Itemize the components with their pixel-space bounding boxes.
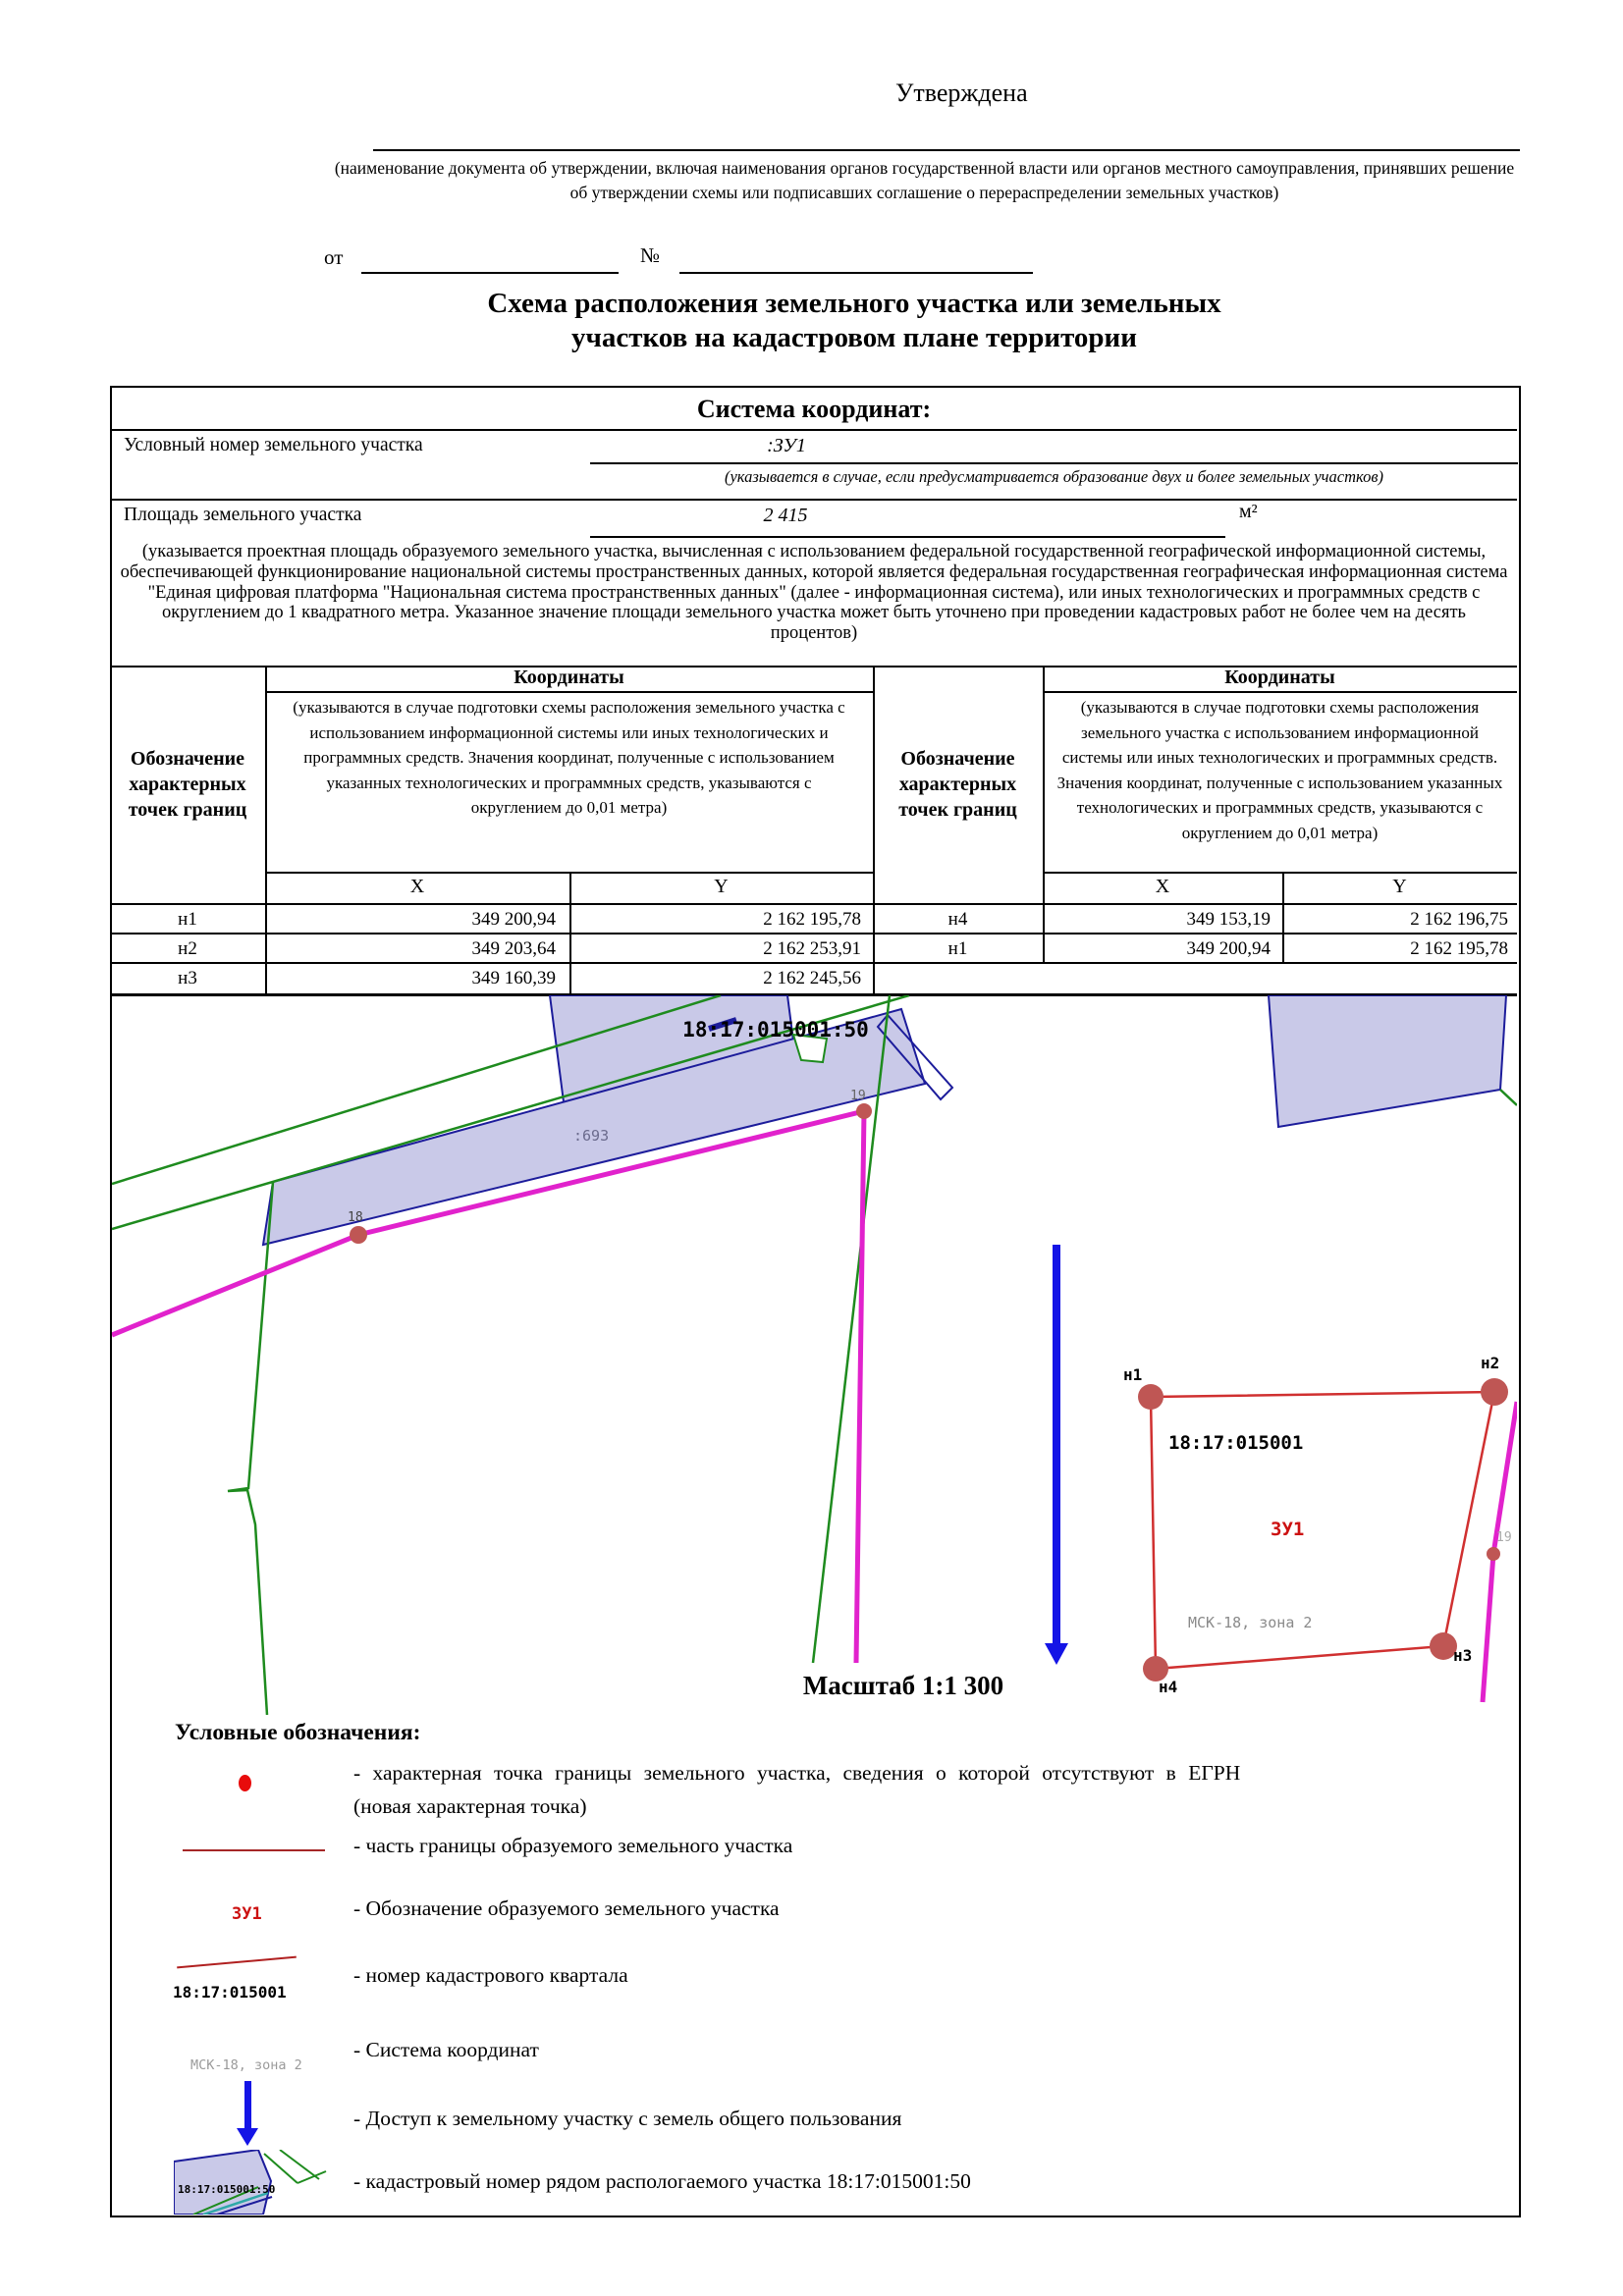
document-title <box>373 287 1335 355</box>
table-cell-x: 349 160,39 <box>471 968 556 988</box>
coord-system-map-label: МСК-18, зона 2 <box>1188 1614 1313 1631</box>
point-label-n3: н3 <box>1453 1646 1473 1665</box>
area-unit: м² <box>1239 501 1258 522</box>
legend-item-coord-system: - Система координат <box>353 2038 539 2061</box>
approval-blank-line <box>373 149 1520 151</box>
coords-note-right: (указываются в случае подготовки схемы расположения земельного участка с использованием информационной системы или иных технологических и программных средств. Значения координат, полученные с использованием указанных технологических и программных средств, указываются с округлением до 0,01 метра) <box>1056 698 1503 842</box>
thumbnail-green-line <box>280 2150 319 2179</box>
neighbor-parcel-label: 18:17:015001:50 <box>682 1018 869 1041</box>
green-boundary-polyline <box>228 1182 273 1715</box>
legend-header: Условные обозначения: <box>175 1720 421 1745</box>
point-label-18: 18 <box>348 1210 363 1225</box>
access-arrow-head-icon <box>1045 1643 1068 1665</box>
point-dot-19 <box>856 1103 872 1119</box>
table-cell-point: н4 <box>947 909 968 930</box>
table-cell-y: 2 162 245,56 <box>763 968 861 988</box>
table-cell-point: н1 <box>947 938 968 959</box>
conditional-number-note: (указывается в случае, если предусматривается образование двух и более земельных участков) <box>724 467 1384 486</box>
area-value: 2 415 <box>763 505 808 526</box>
thumbnail-parcel-polygon <box>174 2150 271 2215</box>
point-label-n4: н4 <box>1159 1678 1178 1696</box>
conditional-number-label: Условный номер земельного участка <box>124 435 423 455</box>
char-point-icon <box>239 1775 251 1791</box>
table-cell-x: 349 200,94 <box>471 909 556 930</box>
point-dot-n1 <box>1138 1384 1163 1410</box>
point-label-n2: н2 <box>1481 1354 1500 1372</box>
point-dot-18 <box>350 1226 367 1244</box>
area-note: (указывается проектная площадь образуемого земельного участка, вычисленная с использованием федеральной государственной географической информационной системы, обеспечивающей функционирование национальной системы пространственных данных, которой является федеральная государственная географическая информационная система "Единая цифровая платформа "Национальная система пространственных данных" (далее - информационная система), или иных технологических и программных средств с округлением до 1 квадратного метра. Указанное значение площади земельного участка может быть уточнено при проведении кадастровых работ не более чем на десять процентов) <box>120 542 1508 644</box>
legend-item-boundary: - часть границы образуемого земельного участка <box>353 1834 793 1857</box>
title-line-2: участков на кадастровом плане территории <box>571 322 1137 353</box>
quarter-number-label: 18:17:015001 <box>1168 1432 1304 1454</box>
legend-item-neighbor: - кадастровый номер рядом распологаемого участка 18:17:015001:50 <box>353 2169 971 2193</box>
table-cell-x: 349 203,64 <box>471 938 556 959</box>
table-cell-x: 349 153,19 <box>1186 909 1271 930</box>
coord-system-icon-label: МСК-18, зона 2 <box>190 2057 302 2073</box>
cadastral-map <box>112 995 1517 1715</box>
point-label-19b: 19 <box>1496 1530 1512 1545</box>
point-dot-19b <box>1487 1547 1500 1561</box>
legend-item-access: - Доступ к земельному участку с земель общего пользования <box>353 2107 902 2130</box>
conditional-number-value: :ЗУ1 <box>767 435 806 456</box>
y-header-right: Y <box>1392 876 1407 897</box>
magenta-zone-line <box>112 1111 864 1663</box>
table-cell-y: 2 162 195,78 <box>1410 938 1508 959</box>
table-cell-y: 2 162 196,75 <box>1410 909 1508 930</box>
coords-note-left: (указываются в случае подготовки схемы расположения земельного участка с использованием информационной системы или иных технологических и программных средств. Значения координат, полученные с использованием указанных технологических и программных средств, указываются с округлением до 0,01 метра) <box>293 698 845 817</box>
parcel-693-label: :693 <box>573 1127 610 1145</box>
table-cell-point: н3 <box>178 968 197 988</box>
number-blank-line <box>679 272 1033 274</box>
access-arrow-legend-icon <box>244 2081 251 2128</box>
coords-header-left: Координаты <box>514 667 624 688</box>
point-dot-n2 <box>1481 1378 1508 1406</box>
table-cell-y: 2 162 253,91 <box>763 938 861 959</box>
coord-system-header: Система координат: <box>696 395 932 423</box>
legend-item-char-point-2: (новая характерная точка) <box>353 1794 587 1818</box>
from-blank-line <box>361 272 619 274</box>
x-header-right: X <box>1155 876 1170 897</box>
approval-note: (наименование документа об утверждении, включая наименования органов государственной власти или органов местного самоуправления, принявших решение об утверждении схемы или подписавших соглашение о перераспределении земельных участков) <box>334 158 1515 202</box>
access-arrow-legend-head-icon <box>237 2128 258 2146</box>
approved-heading: Утверждена <box>895 79 1028 107</box>
title-line-1: Схема расположения земельного участка или земельных <box>487 288 1221 319</box>
coords-header-right: Координаты <box>1224 667 1335 688</box>
from-label: от <box>324 245 344 269</box>
point-label-n1: н1 <box>1123 1365 1143 1384</box>
table-cell-y: 2 162 195,78 <box>763 909 861 930</box>
legend-item-char-point: - характерная точка границы земельного участка, сведения о которой отсутствуют в ЕГРН <box>353 1761 1241 1785</box>
boundary-part-icon <box>183 1849 325 1851</box>
number-label: № <box>640 243 661 267</box>
new-parcel-label: ЗУ1 <box>1271 1519 1305 1540</box>
green-boundary-line <box>1500 1090 1517 1105</box>
parcel-designation-icon: ЗУ1 <box>232 1904 262 1924</box>
legend-item-quarter: - номер кадастрового квартала <box>353 1963 628 1987</box>
scale-label: Масштаб 1:1 300 <box>802 1671 1004 1700</box>
table-cell-point: н1 <box>178 909 197 930</box>
parcel-polygon-right <box>1269 995 1506 1127</box>
quarter-number-icon-label: 18:17:015001 <box>173 1983 287 2002</box>
y-header-left: Y <box>714 876 729 897</box>
table-cell-point: н2 <box>178 938 197 959</box>
legend-item-designation: - Обозначение образуемого земельного участка <box>353 1896 780 1920</box>
point-label-19: 19 <box>850 1089 866 1103</box>
point-col-header-right: Обозначение характерных точек границ <box>898 748 1017 821</box>
x-header-left: X <box>409 876 425 897</box>
table-cell-x: 349 200,94 <box>1186 938 1271 959</box>
neighbor-parcel-thumbnail <box>174 2150 329 2215</box>
point-col-header-left: Обозначение характерных точек границ <box>128 748 247 821</box>
thumbnail-label: 18:17:015001:50 <box>178 2183 276 2196</box>
area-label: Площадь земельного участка <box>124 505 362 525</box>
